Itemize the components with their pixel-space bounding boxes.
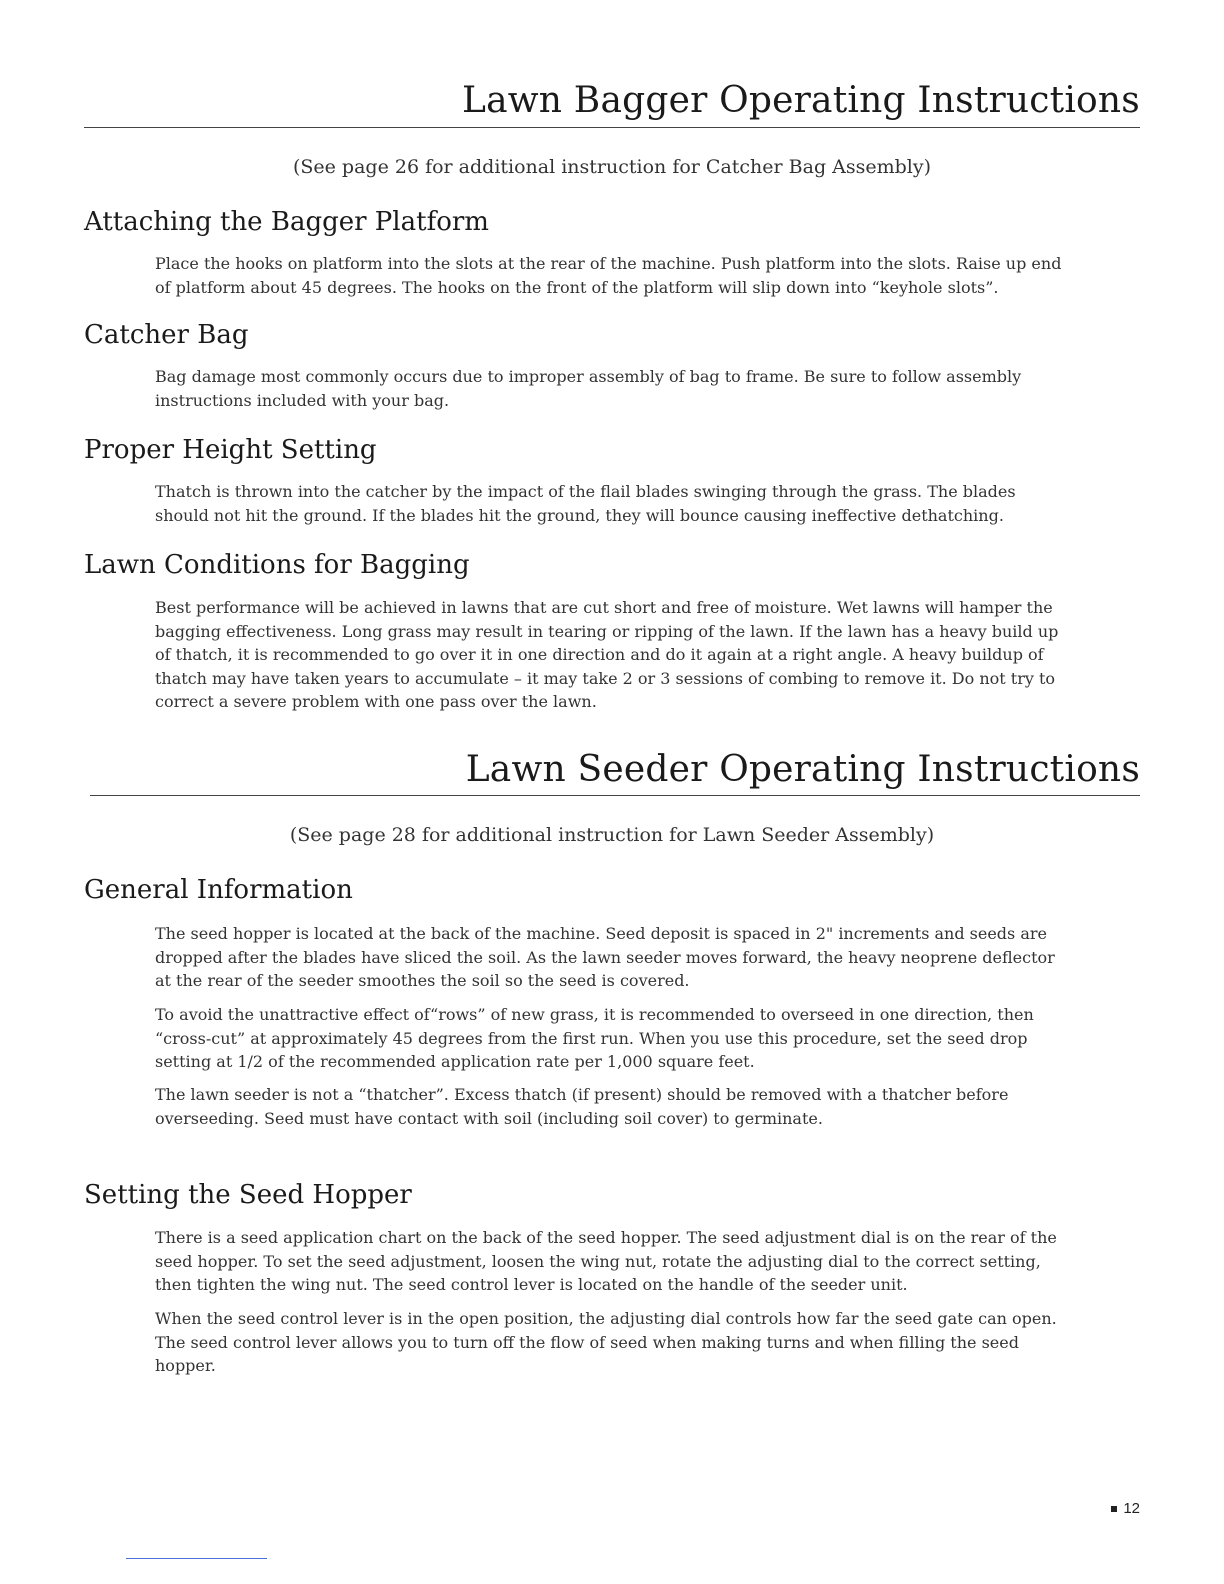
- paragraph-general-information-2: To avoid the unattractive effect of“rows” of new grass, it is recommended to overseed in one direction, then “cross-cut” at approximately 45 degrees from the first run. When you use this procedure, set the seed drop setting at 1/2 of the recommended application rate per 1,000 square feet.: [155, 1005, 1034, 1071]
- paragraph-height-setting: Thatch is thrown into the catcher by the impact of the flail blades swinging through the grass. The blades should not hit the ground. If the blades hit the ground, they will bounce causing ineffective dethatching.: [155, 482, 1016, 525]
- paragraph-lawn-conditions: Best performance will be achieved in lawns that are cut short and free of moisture. Wet lawns will hamper the bagging effectiveness. Long grass may result in tearing or ripping of the lawn. If the lawn has a heavy build up of thatch, it is recommended to go over it in one direction and do it again at a right angle. A heavy buildup of thatch may have taken years to accumulate – it may take 2 or 3 sessions of combing to remove it. Do not try to correct a severe problem with one pass over the lawn.: [155, 598, 1059, 711]
- section-heading-seed-hopper: Setting the Seed Hopper: [84, 1180, 412, 1210]
- bagger-assembly-note: (See page 26 for additional instruction for Catcher Bag Assembly): [292, 156, 932, 178]
- section-heading-attaching-platform: Attaching the Bagger Platform: [84, 207, 489, 237]
- paragraph-general-information-3: The lawn seeder is not a “thatcher”. Excess thatch (if present) should be removed with a thatcher before overseeding. Seed must have contact with soil (including soil cover) to germinate.: [155, 1085, 1009, 1128]
- paragraph-catcher-bag: Bag damage most commonly occurs due to improper assembly of bag to frame. Be sure to follow assembly instructions included with your bag.: [155, 367, 1022, 410]
- section-heading-general-information: General Information: [84, 875, 353, 905]
- bagger-title: Lawn Bagger Operating Instructions: [462, 80, 1140, 121]
- bagger-title-rule: [84, 127, 1140, 128]
- page-number: [1111, 1500, 1140, 1517]
- paragraph-attaching-platform: Place the hooks on platform into the slots at the rear of the machine. Push platform into the slots. Raise up end of platform about 45 degrees. The hooks on the front of the platform will slip down into “keyhole slots”.: [155, 254, 1062, 297]
- footer-divider: [126, 1558, 267, 1559]
- paragraph-general-information-1: The seed hopper is located at the back of the machine. Seed deposit is spaced in 2" increments and seeds are dropped after the blades have sliced the soil. As the lawn seeder moves forward, the heavy neoprene deflector at the rear of the seeder smoothes the soil so the seed is covered.: [155, 924, 1055, 990]
- seeder-assembly-note: (See page 28 for additional instruction for Lawn Seeder Assembly): [289, 824, 935, 846]
- seeder-title-rule: [90, 795, 1140, 796]
- section-heading-catcher-bag: Catcher Bag: [84, 320, 249, 350]
- section-heading-lawn-conditions: Lawn Conditions for Bagging: [84, 550, 470, 580]
- seeder-title: Lawn Seeder Operating Instructions: [465, 749, 1140, 790]
- section-heading-height-setting: Proper Height Setting: [84, 435, 377, 465]
- paragraph-seed-hopper-2: When the seed control lever is in the open position, the adjusting dial controls how far the seed gate can open. The seed control lever allows you to turn off the flow of seed when making turns and when filling the seed hopper.: [155, 1309, 1057, 1375]
- bullet-icon: [1111, 1506, 1117, 1512]
- paragraph-seed-hopper-1: There is a seed application chart on the back of the seed hopper. The seed adjustment dial is on the rear of the seed hopper. To set the seed adjustment, loosen the wing nut, rotate the adjusting dial to the correct setting, then tighten the wing nut. The seed control lever is located on the handle of the seeder unit.: [155, 1228, 1057, 1294]
- page-number-text: 12: [1123, 1500, 1140, 1517]
